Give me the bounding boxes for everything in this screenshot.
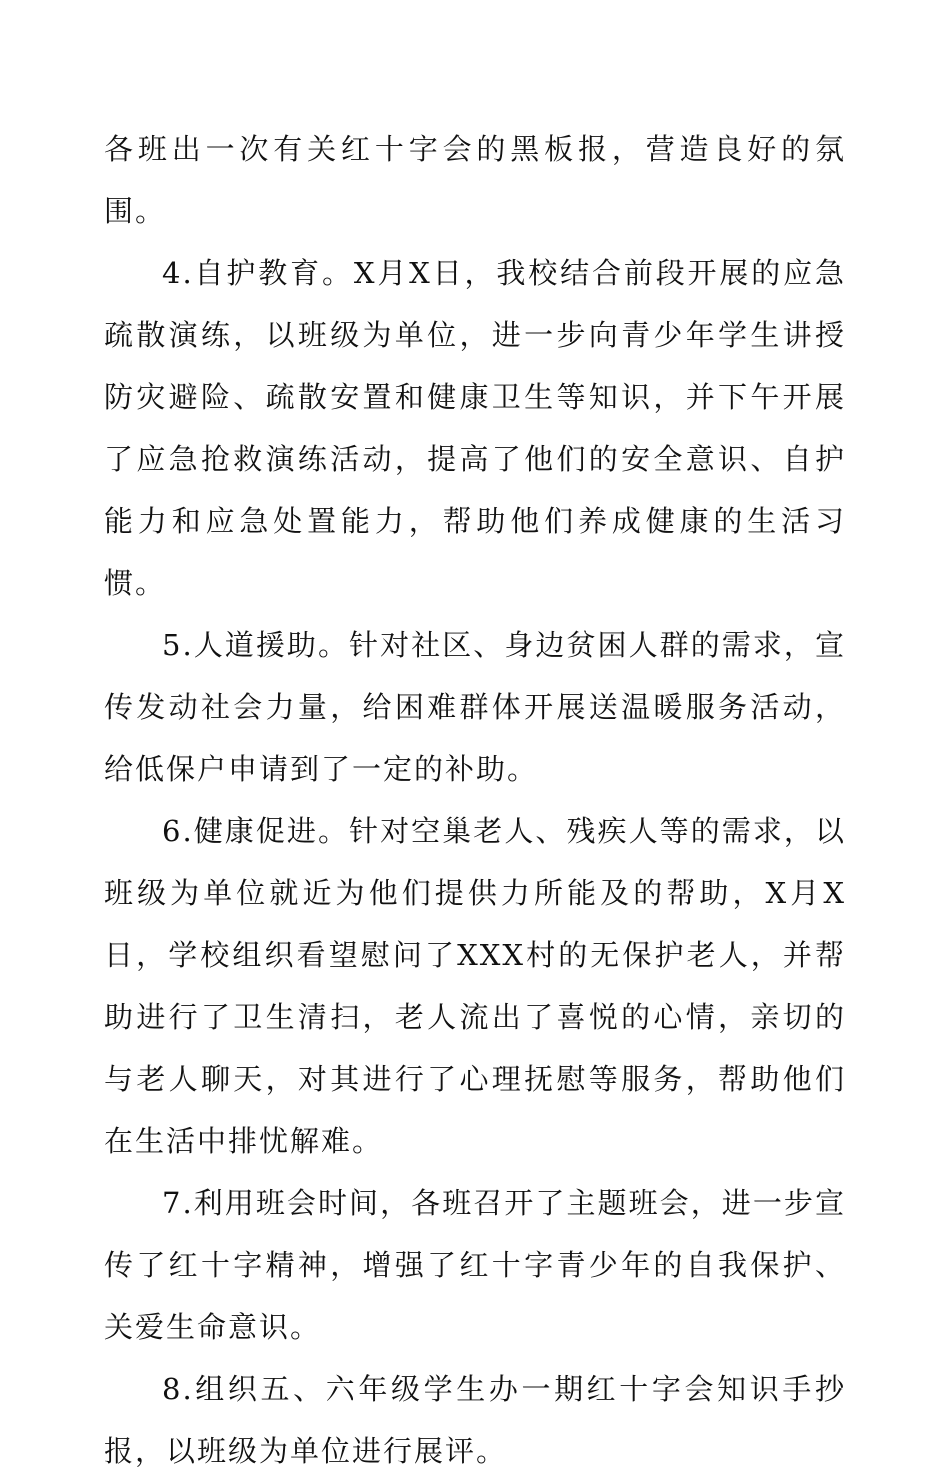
paragraph-item-8: 8.组织五、六年级学生办一期红十字会知识手抄报，以班级为单位进行展评。 [104,1372,846,1468]
paragraph-item-7: 7.利用班会时间，各班召开了主题班会，进一步宣传了红十字精神，增强了红十字青少年的自我保护、关爱生命意识。 [104,1186,846,1344]
paragraph-item-4: 4.自护教育。X月X日，我校结合前段开展的应急疏散演练，以班级为单位，进一步向青少年学生讲授防灾避险、疏散安置和健康卫生等知识，并下午开展了应急抢救演练活动，提高了他们的安全意识、自护能力和应急处置能力，帮助他们养成健康的生活习惯。 [104,256,846,600]
paragraph-item-6: 6.健康促进。针对空巢老人、残疾人等的需求，以班级为单位就近为他们提供力所能及的帮助，X月X日，学校组织看望慰问了XXX村的无保护老人，并帮助进行了卫生清扫，老人流出了喜悦的心情，亲切的与老人聊天，对其进行了心理抚慰等服务，帮助他们在生活中排忧解难。 [104,814,846,1158]
paragraph-continuation: 各班出一次有关红十字会的黑板报，营造良好的氛围。 [104,132,846,228]
document-body [104,118,846,1482]
paragraph-item-5: 5.人道援助。针对社区、身边贫困人群的需求，宣传发动社会力量，给困难群体开展送温暖服务活动，给低保户申请到了一定的补助。 [104,628,846,786]
